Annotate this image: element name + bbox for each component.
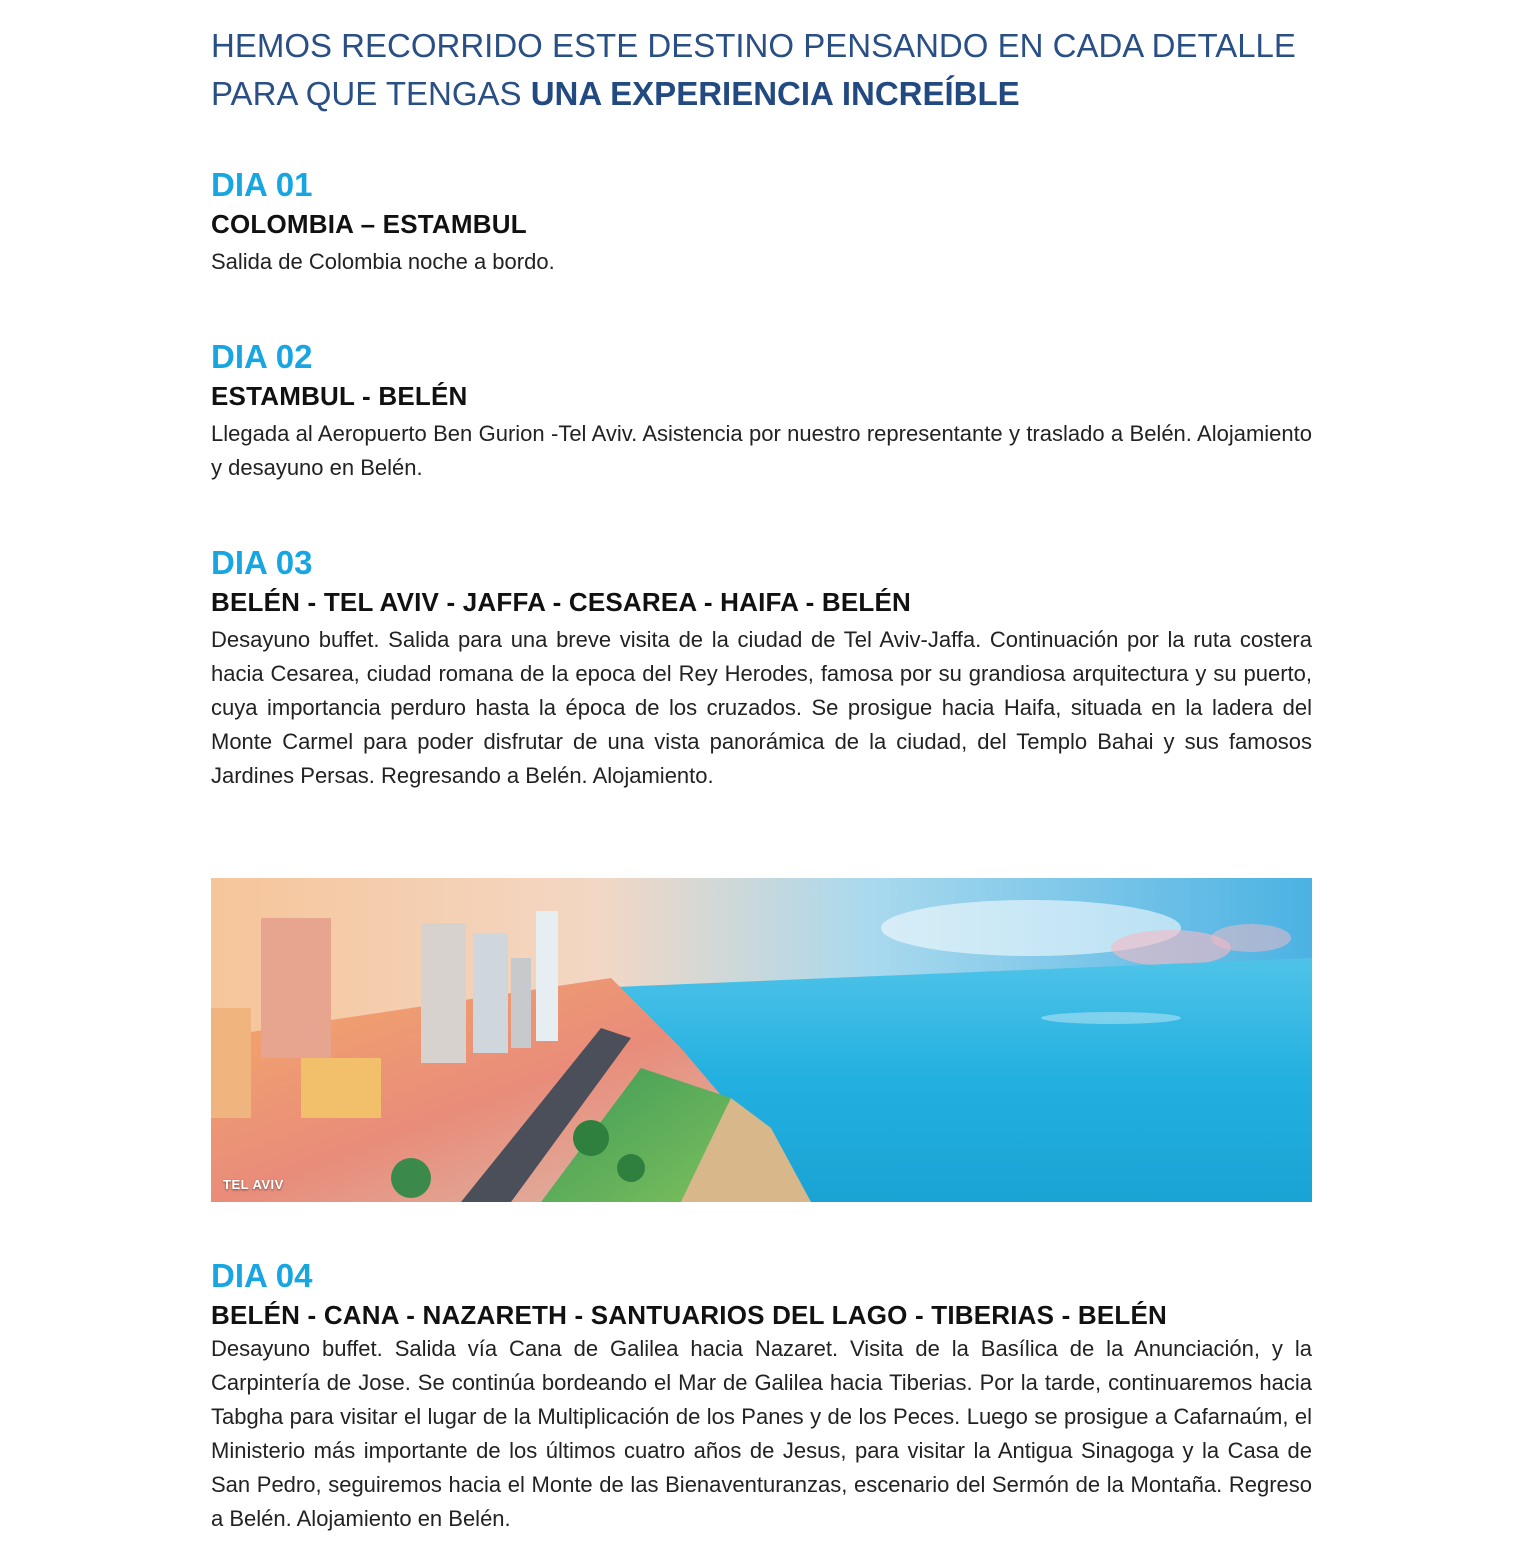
day-section-04	[211, 1256, 1312, 1536]
day-section-03	[211, 543, 1312, 793]
day-route: ESTAMBUL - BELÉN	[211, 381, 468, 411]
intro-line-2-bold: UNA EXPERIENCIA INCREÍBLE	[530, 75, 1020, 112]
day-section-01	[211, 165, 1312, 279]
intro-heading	[211, 22, 1312, 118]
photo-caption: TEL AVIV	[223, 1177, 284, 1192]
day-label: DIA 04	[211, 1257, 313, 1294]
tel-aviv-photo	[211, 878, 1312, 1202]
day-route: BELÉN - TEL AVIV - JAFFA - CESAREA - HAIFA - BELÉN	[211, 587, 911, 617]
day-route: COLOMBIA – ESTAMBUL	[211, 209, 527, 239]
intro-line-2	[211, 70, 1312, 118]
tel-aviv-coast-illustration	[211, 878, 1312, 1202]
day-route: BELÉN - CANA - NAZARETH - SANTUARIOS DEL LAGO - TIBERIAS - BELÉN	[211, 1300, 1168, 1330]
day-description: Desayuno buffet. Salida para una breve visita de la ciudad de Tel Aviv-Jaffa. Continuación por la ruta costera hacia Cesarea, ciudad romana de la epoca del Rey Herodes, famosa por su grandiosa arquitectura y su puerto, cuya importancia perduro hasta la época de los cruzados. Se prosigue hacia Haifa, situada en la ladera del Monte Carmel para poder disfrutar de una vista panorámica de la ciudad, del Templo Bahai y sus famosos Jardines Persas. Regresando a Belén. Alojamiento.	[211, 627, 1312, 788]
day-description: Salida de Colombia noche a bordo.	[211, 249, 555, 274]
intro-line-1: HEMOS RECORRIDO ESTE DESTINO PENSANDO EN CADA DETALLE	[211, 27, 1296, 64]
day-description: Llegada al Aeropuerto Ben Gurion -Tel Aviv. Asistencia por nuestro representante y traslado a Belén. Alojamiento y desayuno en Belén.	[211, 421, 1312, 480]
intro-line-2-normal: PARA QUE TENGAS	[211, 75, 531, 112]
day-description: Desayuno buffet. Salida vía Cana de Galilea hacia Nazaret. Visita de la Basílica de la Anunciación, y la Carpintería de Jose. Se continúa bordeando el Mar de Galilea hacia Tiberias. Por la tarde, continuaremos hacia Tabgha para visitar el lugar de la Multiplicación de los Panes y de los Peces. Luego se prosigue a Cafarnaúm, el Ministerio más importante de los últimos cuatro años de Jesus, para visitar la Antigua Sinagoga y la Casa de San Pedro, seguiremos hacia el Monte de las Bienaventuranzas, escenario del Sermón de la Montaña. Regreso a Belén. Alojamiento en Belén.	[211, 1336, 1312, 1531]
day-label: DIA 01	[211, 166, 313, 203]
day-label: DIA 03	[211, 544, 313, 581]
day-label: DIA 02	[211, 338, 313, 375]
day-section-02	[211, 337, 1312, 485]
